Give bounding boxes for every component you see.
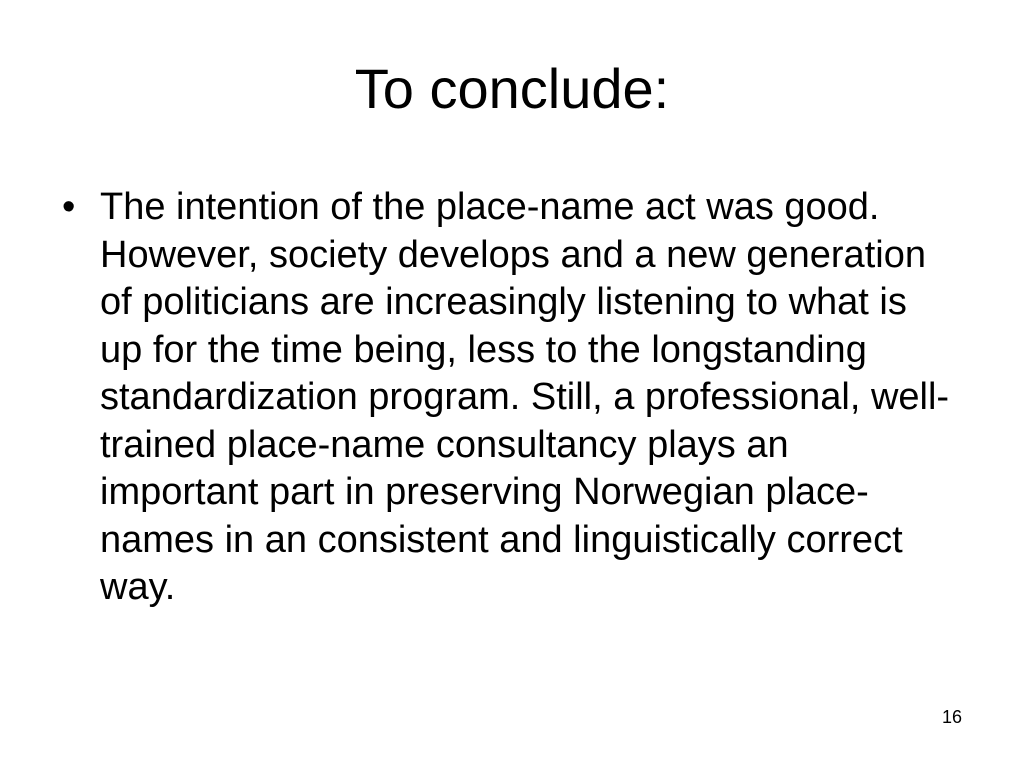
bullet-list (56, 184, 956, 612)
bullet-item (56, 184, 956, 612)
page-number: 16 (941, 707, 962, 727)
bullet-text: The intention of the place-name act was good. However, society develops and a new generation of politicians are increasingly listening to what is up for the time being, less to the longstanding standardization program. Still, a professional, well-trained place-name consultancy plays an important part in preserving Norwegian place-names in an consistent and linguistically correct way. (100, 186, 950, 608)
bullet-marker: • (62, 186, 76, 228)
slide-title: To conclude: (354, 57, 670, 120)
